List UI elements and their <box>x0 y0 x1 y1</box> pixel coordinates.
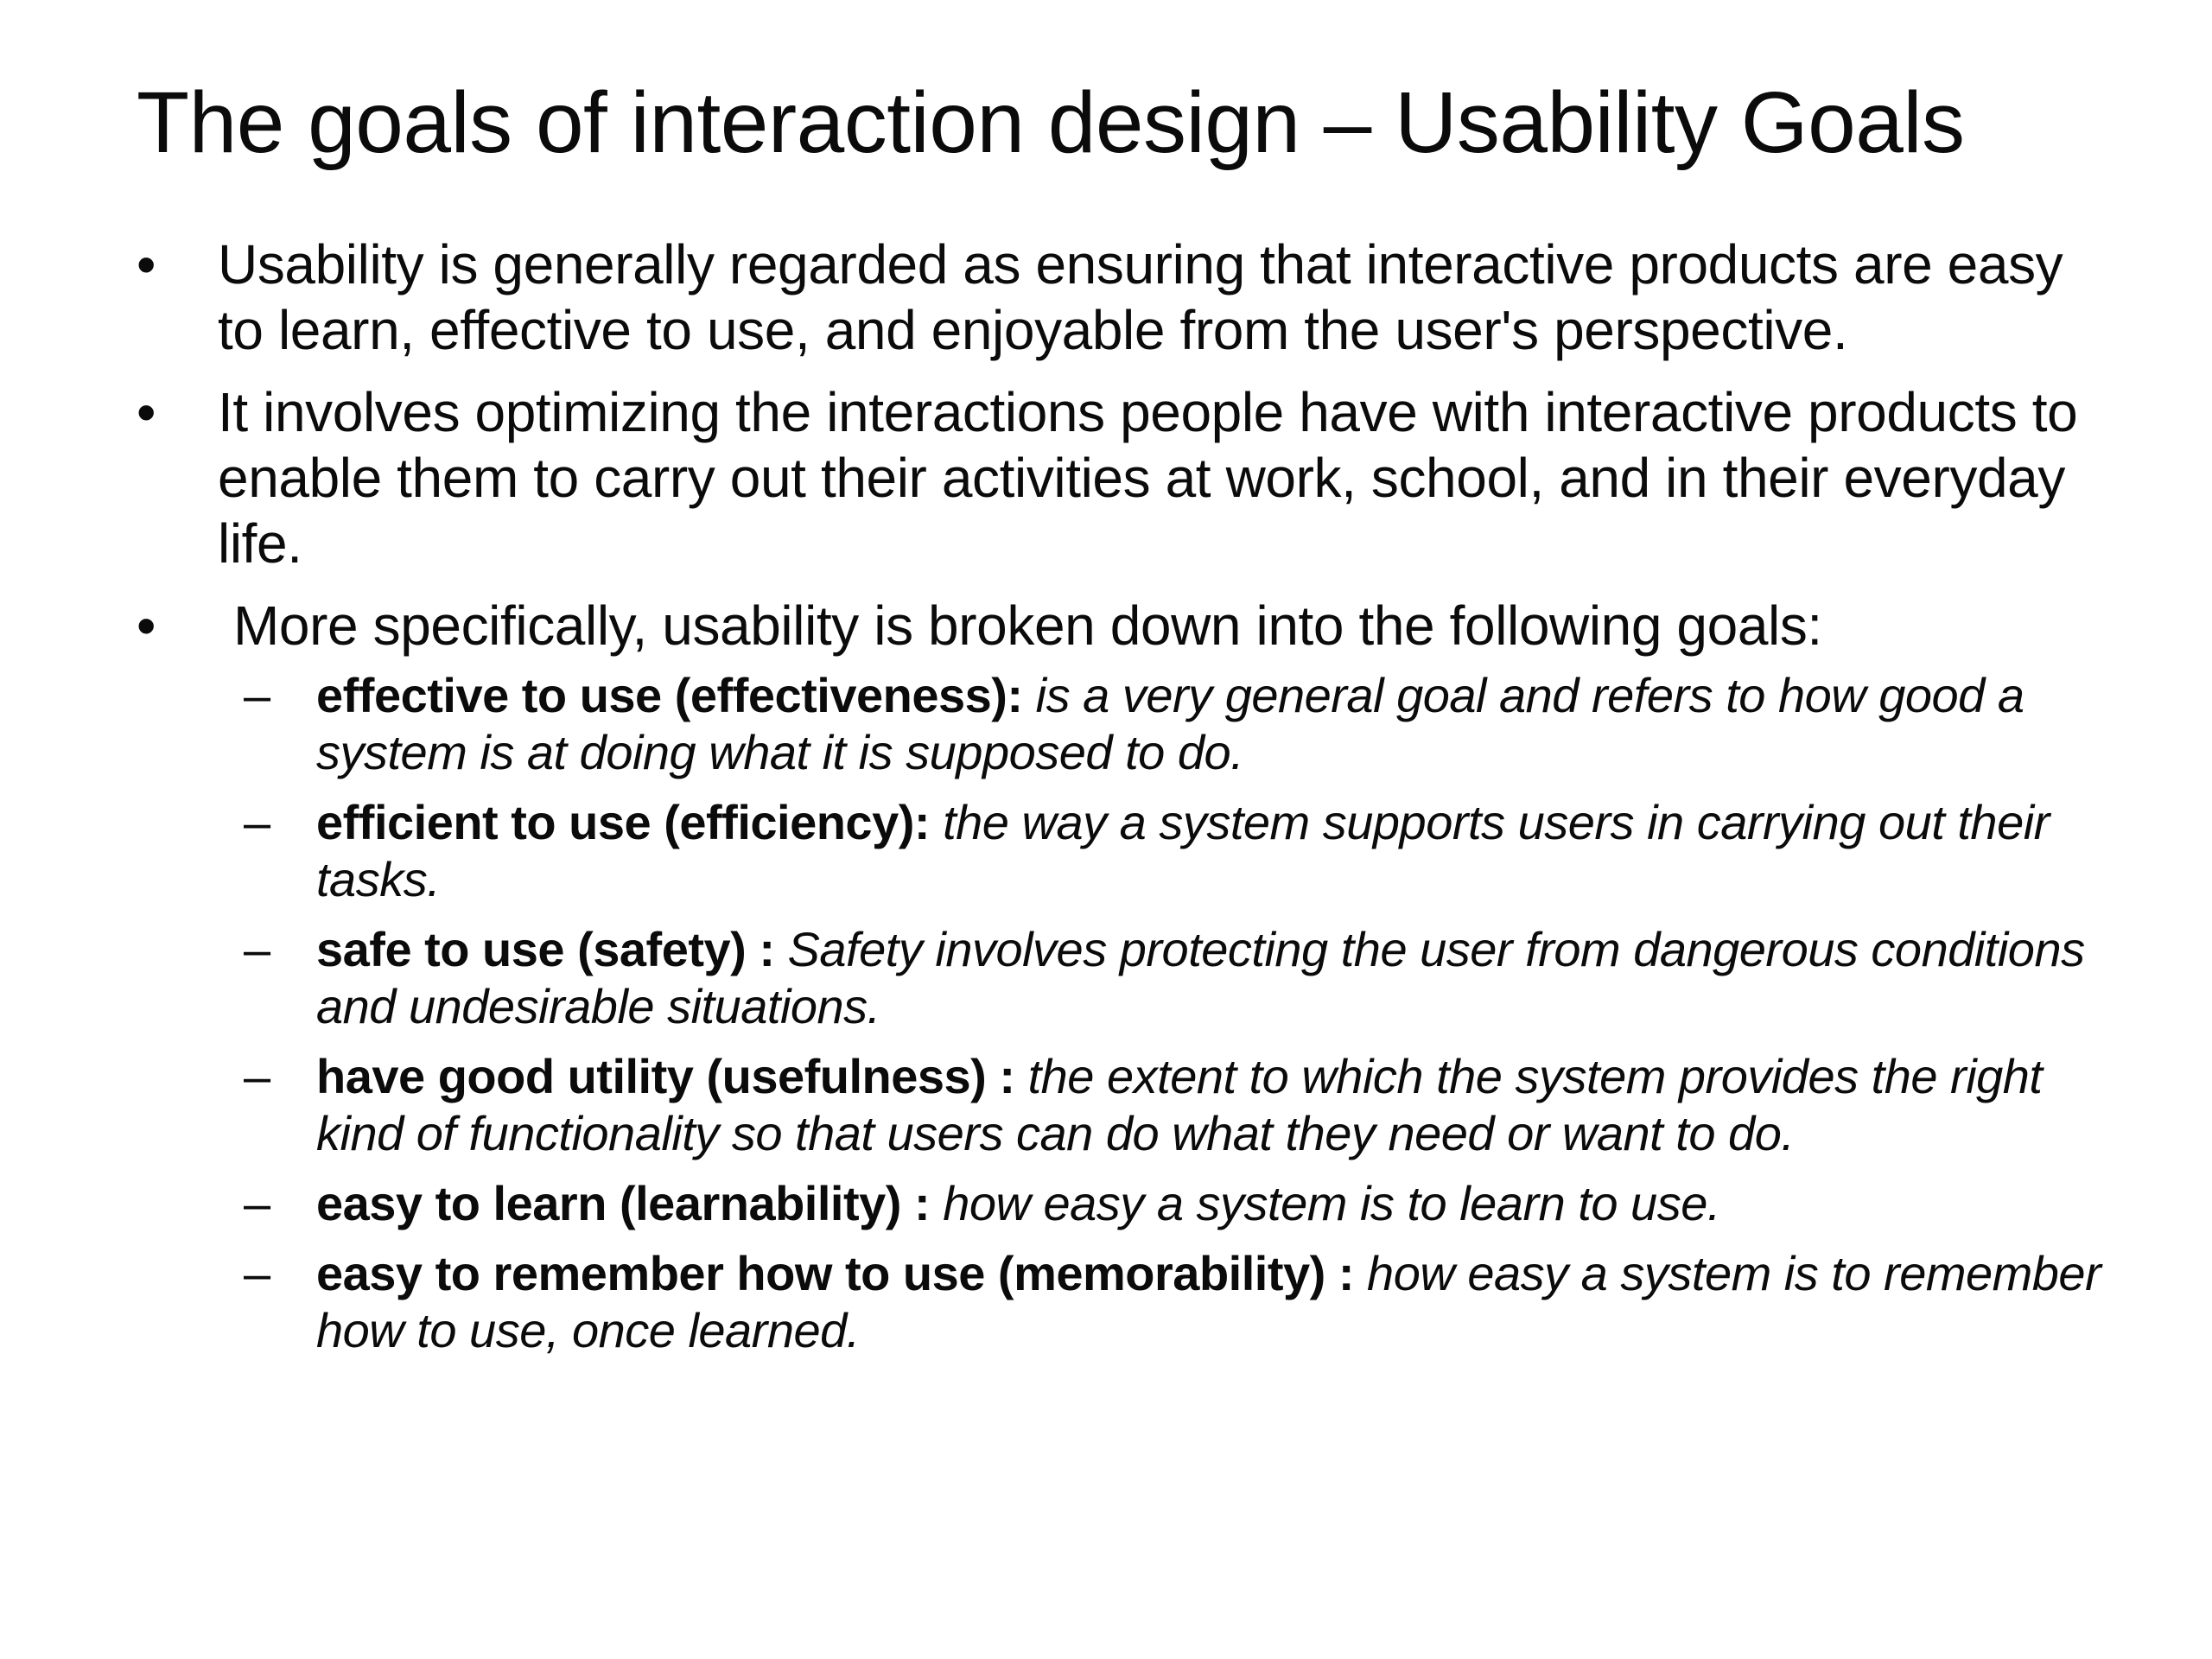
dash-icon: – <box>244 1246 270 1300</box>
goal-definition: how easy a system is to remember how to use, once learned. <box>316 1246 2101 1357</box>
bullet-text: It involves optimizing the interactions people have with interactive products to enable them to carry out their activities at work, school, and in their everyday life. <box>218 381 2078 575</box>
bullet-text: More specifically, usability is broken down into the following goals: <box>233 594 1822 657</box>
goal-label: effective to use (effectiveness): <box>316 668 1023 722</box>
goal-item <box>0 1245 2105 1359</box>
goal-definition: the way a system supports users in carrying out their tasks. <box>316 795 2050 906</box>
goal-definition: Safety involves protecting the user from dangerous conditions and undesirable situations. <box>316 922 2085 1033</box>
goal-label: have good utility (usefulness) : <box>316 1049 1015 1103</box>
bullet-icon: • <box>137 381 156 443</box>
goal-definition: how easy a system is to learn to use. <box>930 1176 1720 1230</box>
goal-label: safe to use (safety) : <box>316 922 775 976</box>
goal-item <box>0 794 2105 908</box>
bullet-icon: • <box>137 594 156 657</box>
goal-label: easy to learn (learnability) : <box>316 1176 931 1230</box>
slide-content <box>0 232 2212 1372</box>
bullet-item <box>0 593 2169 658</box>
goal-label: easy to remember how to use (memorability) : <box>316 1246 1354 1300</box>
goal-definition: the extent to which the system provides the right kind of functionality so that users can do what they need or want to do. <box>316 1049 2043 1160</box>
dash-icon: – <box>244 1049 270 1103</box>
bullet-item <box>0 232 2119 363</box>
goal-item <box>0 667 2105 781</box>
dash-icon: – <box>244 668 270 722</box>
goal-label: efficient to use (efficiency): <box>316 795 931 849</box>
bullet-icon: • <box>137 233 156 296</box>
goal-definition: is a very general goal and refers to how good a system is at doing what it is supposed to do. <box>316 668 2024 779</box>
slide-title: The goals of interaction design – Usability Goals <box>137 74 1965 171</box>
goal-item <box>0 921 2105 1035</box>
bullet-item <box>0 379 2119 576</box>
dash-icon: – <box>244 1176 270 1230</box>
goal-item <box>0 1048 2105 1162</box>
dash-icon: – <box>244 922 270 976</box>
dash-icon: – <box>244 795 270 849</box>
goal-item <box>0 1175 2105 1232</box>
bullet-text: Usability is generally regarded as ensuring that interactive products are easy to learn, effective to use, and enjoyable from the user's perspective. <box>218 233 2063 361</box>
